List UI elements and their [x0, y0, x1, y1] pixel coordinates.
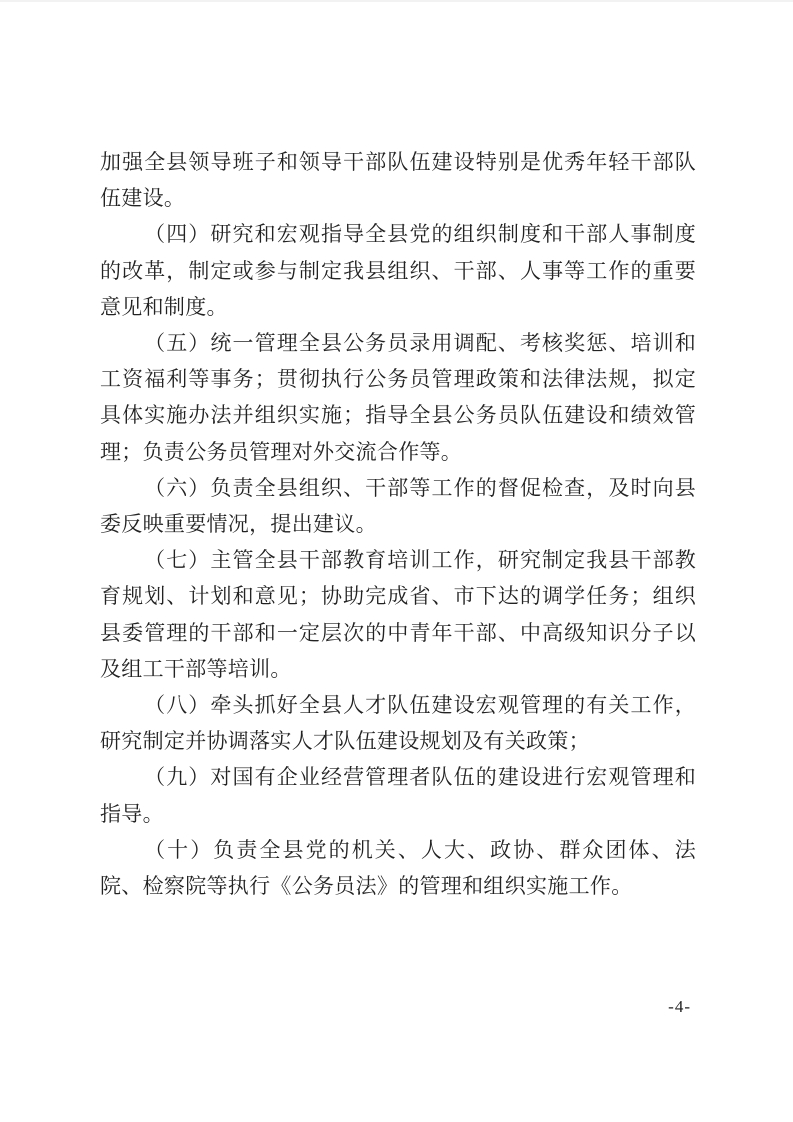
paragraph: （五）统一管理全县公务员录用调配、考核奖惩、培训和工资福利等事务；贯彻执行公务员管理政策和法律法规，拟定具体实施办法并组织实施；指导全县公务员队伍建设和绩效管理；负责公务员管理对外交流合作等。 — [100, 331, 696, 464]
paragraph: （九）对国有企业经营管理者队伍的建设进行宏观管理和指导。 — [100, 765, 696, 826]
paragraph: （八）牵头抓好全县人才队伍建设宏观管理的有关工作，研究制定并协调落实人才队伍建设规划及有关政策； — [100, 693, 696, 754]
paragraph: （四）研究和宏观指导全县党的组织制度和干部人事制度的改革，制定或参与制定我县组织、干部、人事等工作的重要意见和制度。 — [100, 222, 696, 319]
page-number: -4- — [668, 997, 691, 1016]
paragraph: （六）负责全县组织、干部等工作的督促检查，及时向县委反映重要情况，提出建议。 — [100, 475, 696, 537]
document-body — [100, 144, 696, 904]
paragraph: 加强全县领导班子和领导干部队伍建设特别是优秀年轻干部队伍建设。 — [100, 150, 696, 211]
paragraph: （十）负责全县党的机关、人大、政协、群众团体、法院、检察院等执行《公务员法》的管理和组织实施工作。 — [100, 837, 696, 899]
paragraph: （七）主管全县干部教育培训工作，研究制定我县干部教育规划、计划和意见；协助完成省、市下达的调学任务；组织县委管理的干部和一定层次的中青年干部、中高级知识分子以及组工干部等培训。 — [100, 548, 696, 681]
